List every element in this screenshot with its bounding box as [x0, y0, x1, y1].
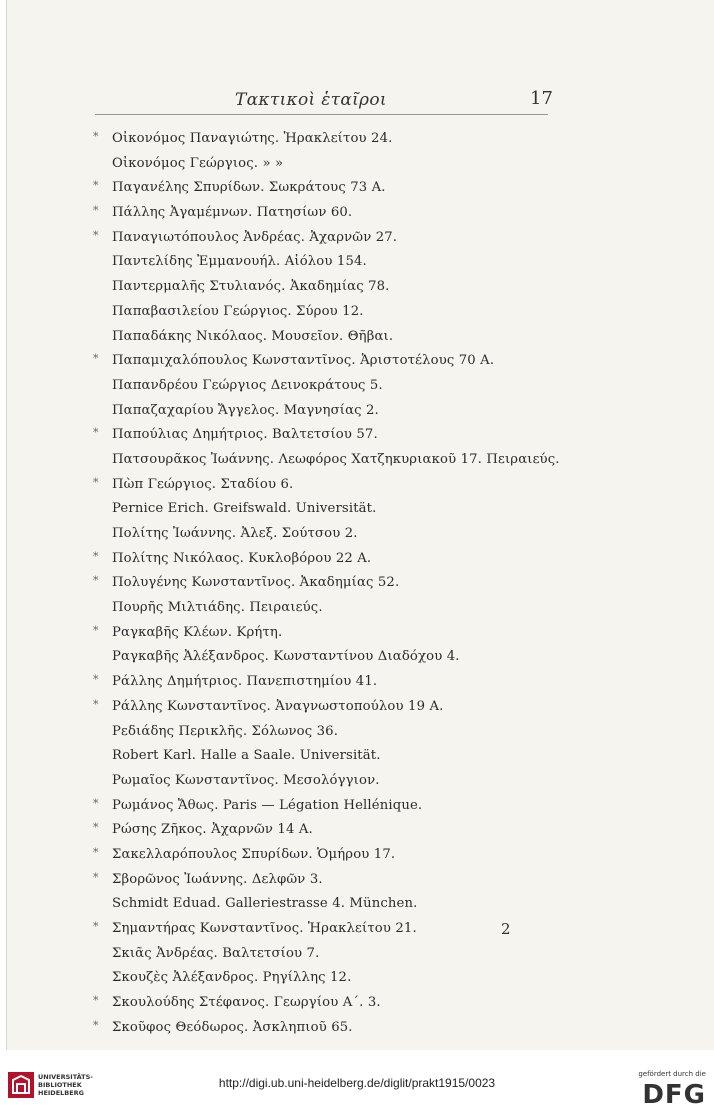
running-header [7, 82, 714, 116]
entry-text: Ράλλης Δημήτριος. Πανεπιστημίου 41. [112, 674, 378, 690]
entry-text: Ράλλης Κωνσταντῖνος. Ἀναγνωστοπούλου 19 Α. [112, 698, 444, 714]
list-item [7, 991, 714, 1016]
list-item [7, 522, 714, 547]
asterisk-mark: * [93, 623, 99, 637]
list-item [7, 744, 714, 769]
page-title: Τακτικοὶ ἑταῖροι [235, 90, 387, 110]
entry-text: Pernice Erich. Greifswald. Universität. [112, 501, 377, 517]
list-item [7, 843, 714, 868]
asterisk-mark: * [93, 130, 99, 143]
header-rule [95, 114, 548, 115]
entry-text: Πὼπ Γεώργιος. Σταδίου 6. [112, 476, 294, 492]
asterisk-mark: * [93, 870, 99, 884]
library-line: UNIVERSITÄTS- [38, 1073, 93, 1081]
list-item [7, 374, 714, 399]
entry-text: Πάλλης Ἀγαμέμνων. Πατησίων 60. [112, 205, 353, 221]
entry-text: Παγανέλης Σπυρίδων. Σωκράτους 73 Α. [112, 180, 386, 196]
list-item [7, 670, 714, 695]
list-item [7, 818, 714, 843]
library-line: BIBLIOTHEK [38, 1081, 82, 1089]
asterisk-mark: * [93, 204, 99, 218]
list-item [7, 1016, 714, 1041]
entry-text: Παναγιωτόπουλος Ἀνδρέας. Ἀχαρνῶν 27. [112, 229, 398, 245]
asterisk-mark: * [93, 475, 99, 489]
entry-text: Παπούλιας Δημήτριος. Βαλτετσίου 57. [112, 427, 378, 443]
asterisk-mark: * [93, 673, 99, 687]
asterisk-mark: * [93, 574, 99, 588]
list-item [7, 176, 714, 201]
entry-text: Ρώσης Ζῆκος. Ἀχαρνῶν 14 Α. [112, 822, 313, 838]
asterisk-mark: * [93, 352, 99, 366]
list-item [7, 621, 714, 646]
entry-text: Παπαζαχαρίου Ἄγγελος. Μαγνησίας 2. [112, 402, 379, 418]
funding-caption: gefördert durch die [638, 1070, 706, 1078]
list-item [7, 917, 714, 942]
asterisk-mark: * [93, 845, 99, 859]
list-item [7, 942, 714, 967]
page-number: 17 [530, 88, 553, 109]
library-line: HEIDELBERG [38, 1089, 85, 1097]
list-item [7, 868, 714, 893]
member-list [7, 127, 714, 1040]
entry-text: Παπαμιχαλόπουλος Κωνσταντῖνος. Ἀριστοτέλους 70 Α. [112, 353, 495, 369]
asterisk-mark: * [93, 920, 99, 933]
asterisk-mark: * [93, 179, 99, 193]
asterisk-mark: * [93, 697, 99, 711]
list-item [7, 596, 714, 621]
list-item [7, 571, 714, 596]
list-item [7, 201, 714, 226]
entry-text: Πατσουρᾶκος Ἰωάννης. Λεωφόρος Χατζηκυριακοῦ 17. Πειραιεύς. [112, 451, 560, 467]
asterisk-mark: * [93, 994, 99, 1008]
entry-text: Robert Karl. Halle a Saale. Universität. [112, 748, 381, 764]
list-item [7, 448, 714, 473]
entry-text: Ραγκαβῆς Κλέων. Κρήτη. [112, 624, 283, 640]
viewer-footer [0, 1050, 714, 1116]
list-item [7, 325, 714, 350]
list-item [7, 769, 714, 794]
list-item [7, 300, 714, 325]
entry-text: Ρωμάνος Ἄθως. Paris — Légation Hellénique. [112, 797, 423, 813]
entry-text: Σκουζὲς Ἀλέξανδρος. Ρηγίλλης 12. [112, 970, 352, 986]
entry-text: Παντελίδης Ἐμμανουήλ. Αἰόλου 154. [112, 254, 367, 270]
entry-text: Πουρῆς Μιλτιάδης. Πειραιεύς. [112, 600, 323, 616]
entry-text: Παπαβασιλείου Γεώργιος. Σύρου 12. [112, 303, 364, 319]
list-item [7, 275, 714, 300]
list-item [7, 349, 714, 374]
permalink-url[interactable]: http://digi.ub.uni-heidelberg.de/diglit/prakt1915/0023 [218, 1076, 496, 1090]
entry-text: Παπανδρέου Γεώργιος Δεινοκράτους 5. [112, 377, 383, 393]
asterisk-mark: * [93, 1018, 99, 1032]
list-item [7, 966, 714, 991]
list-item [7, 794, 714, 819]
entry-text: Παντερμαλῆς Στυλιανός. Ἀκαδημίας 78. [112, 279, 390, 295]
list-item [7, 127, 714, 152]
asterisk-mark: * [93, 426, 99, 440]
asterisk-mark: * [93, 796, 99, 810]
list-item [7, 250, 714, 275]
entry-text: Παπαδάκης Νικόλαος. Μουσεῖον. Θῆβαι. [112, 328, 394, 344]
asterisk-mark: * [93, 549, 99, 563]
list-item [7, 695, 714, 720]
entry-text: Ρωμαῖος Κωνσταντῖνος. Μεσολόγγιον. [112, 772, 380, 788]
asterisk-mark: * [93, 821, 99, 835]
entry-text: Πολίτης Νικόλαος. Κυκλοβόρου 22 Α. [112, 550, 372, 566]
list-item [7, 152, 714, 177]
entry-text: Οἰκονόμος Παναγιώτης. Ἡρακλείτου 24. [112, 131, 393, 146]
signature-mark: 2 [501, 920, 511, 938]
list-item [7, 645, 714, 670]
list-item [7, 720, 714, 745]
entry-text: Σκιᾶς Ἀνδρέας. Βαλτετσίου 7. [112, 945, 320, 961]
list-item [7, 399, 714, 424]
list-item [7, 473, 714, 498]
entry-text: Ραγκαβῆς Ἀλέξανδρος. Κωνσταντίνου Διαδόχου 4. [112, 649, 460, 665]
entry-text: Πολίτης Ἰωάννης. Ἀλεξ. Σούτσου 2. [112, 526, 358, 541]
list-item [7, 226, 714, 251]
scanned-page [6, 0, 714, 1050]
list-item [7, 547, 714, 572]
list-item [7, 892, 714, 917]
entry-text: Σημαντήρας Κωνσταντῖνος. Ἡρακλείτου 21. [112, 921, 417, 936]
asterisk-mark: * [93, 228, 99, 242]
entry-text: Σβορῶνος Ἰωάννης. Δελφῶν 3. [112, 871, 323, 887]
entry-text: Σκοῦφος Θεόδωρος. Ἀσκληπιοῦ 65. [112, 1019, 353, 1035]
dfg-logo: DFG [642, 1080, 706, 1110]
entry-text: Πολυγένης Κωνσταντῖνος. Ἀκαδημίας 52. [112, 575, 400, 591]
entry-text: Schmidt Eduad. Galleriestrasse 4. München. [112, 896, 418, 912]
list-item [7, 497, 714, 522]
entry-text: Σκουλούδης Στέφανος. Γεωργίου Α΄. 3. [112, 995, 381, 1011]
entry-text: Οἰκονόμος Γεώργιος. » » [112, 155, 284, 171]
list-item [7, 423, 714, 448]
entry-text: Ρεδιάδης Περικλῆς. Σόλωνος 36. [112, 723, 339, 739]
entry-text: Σακελλαρόπουλος Σπυρίδων. Ὁμήρου 17. [112, 846, 396, 862]
